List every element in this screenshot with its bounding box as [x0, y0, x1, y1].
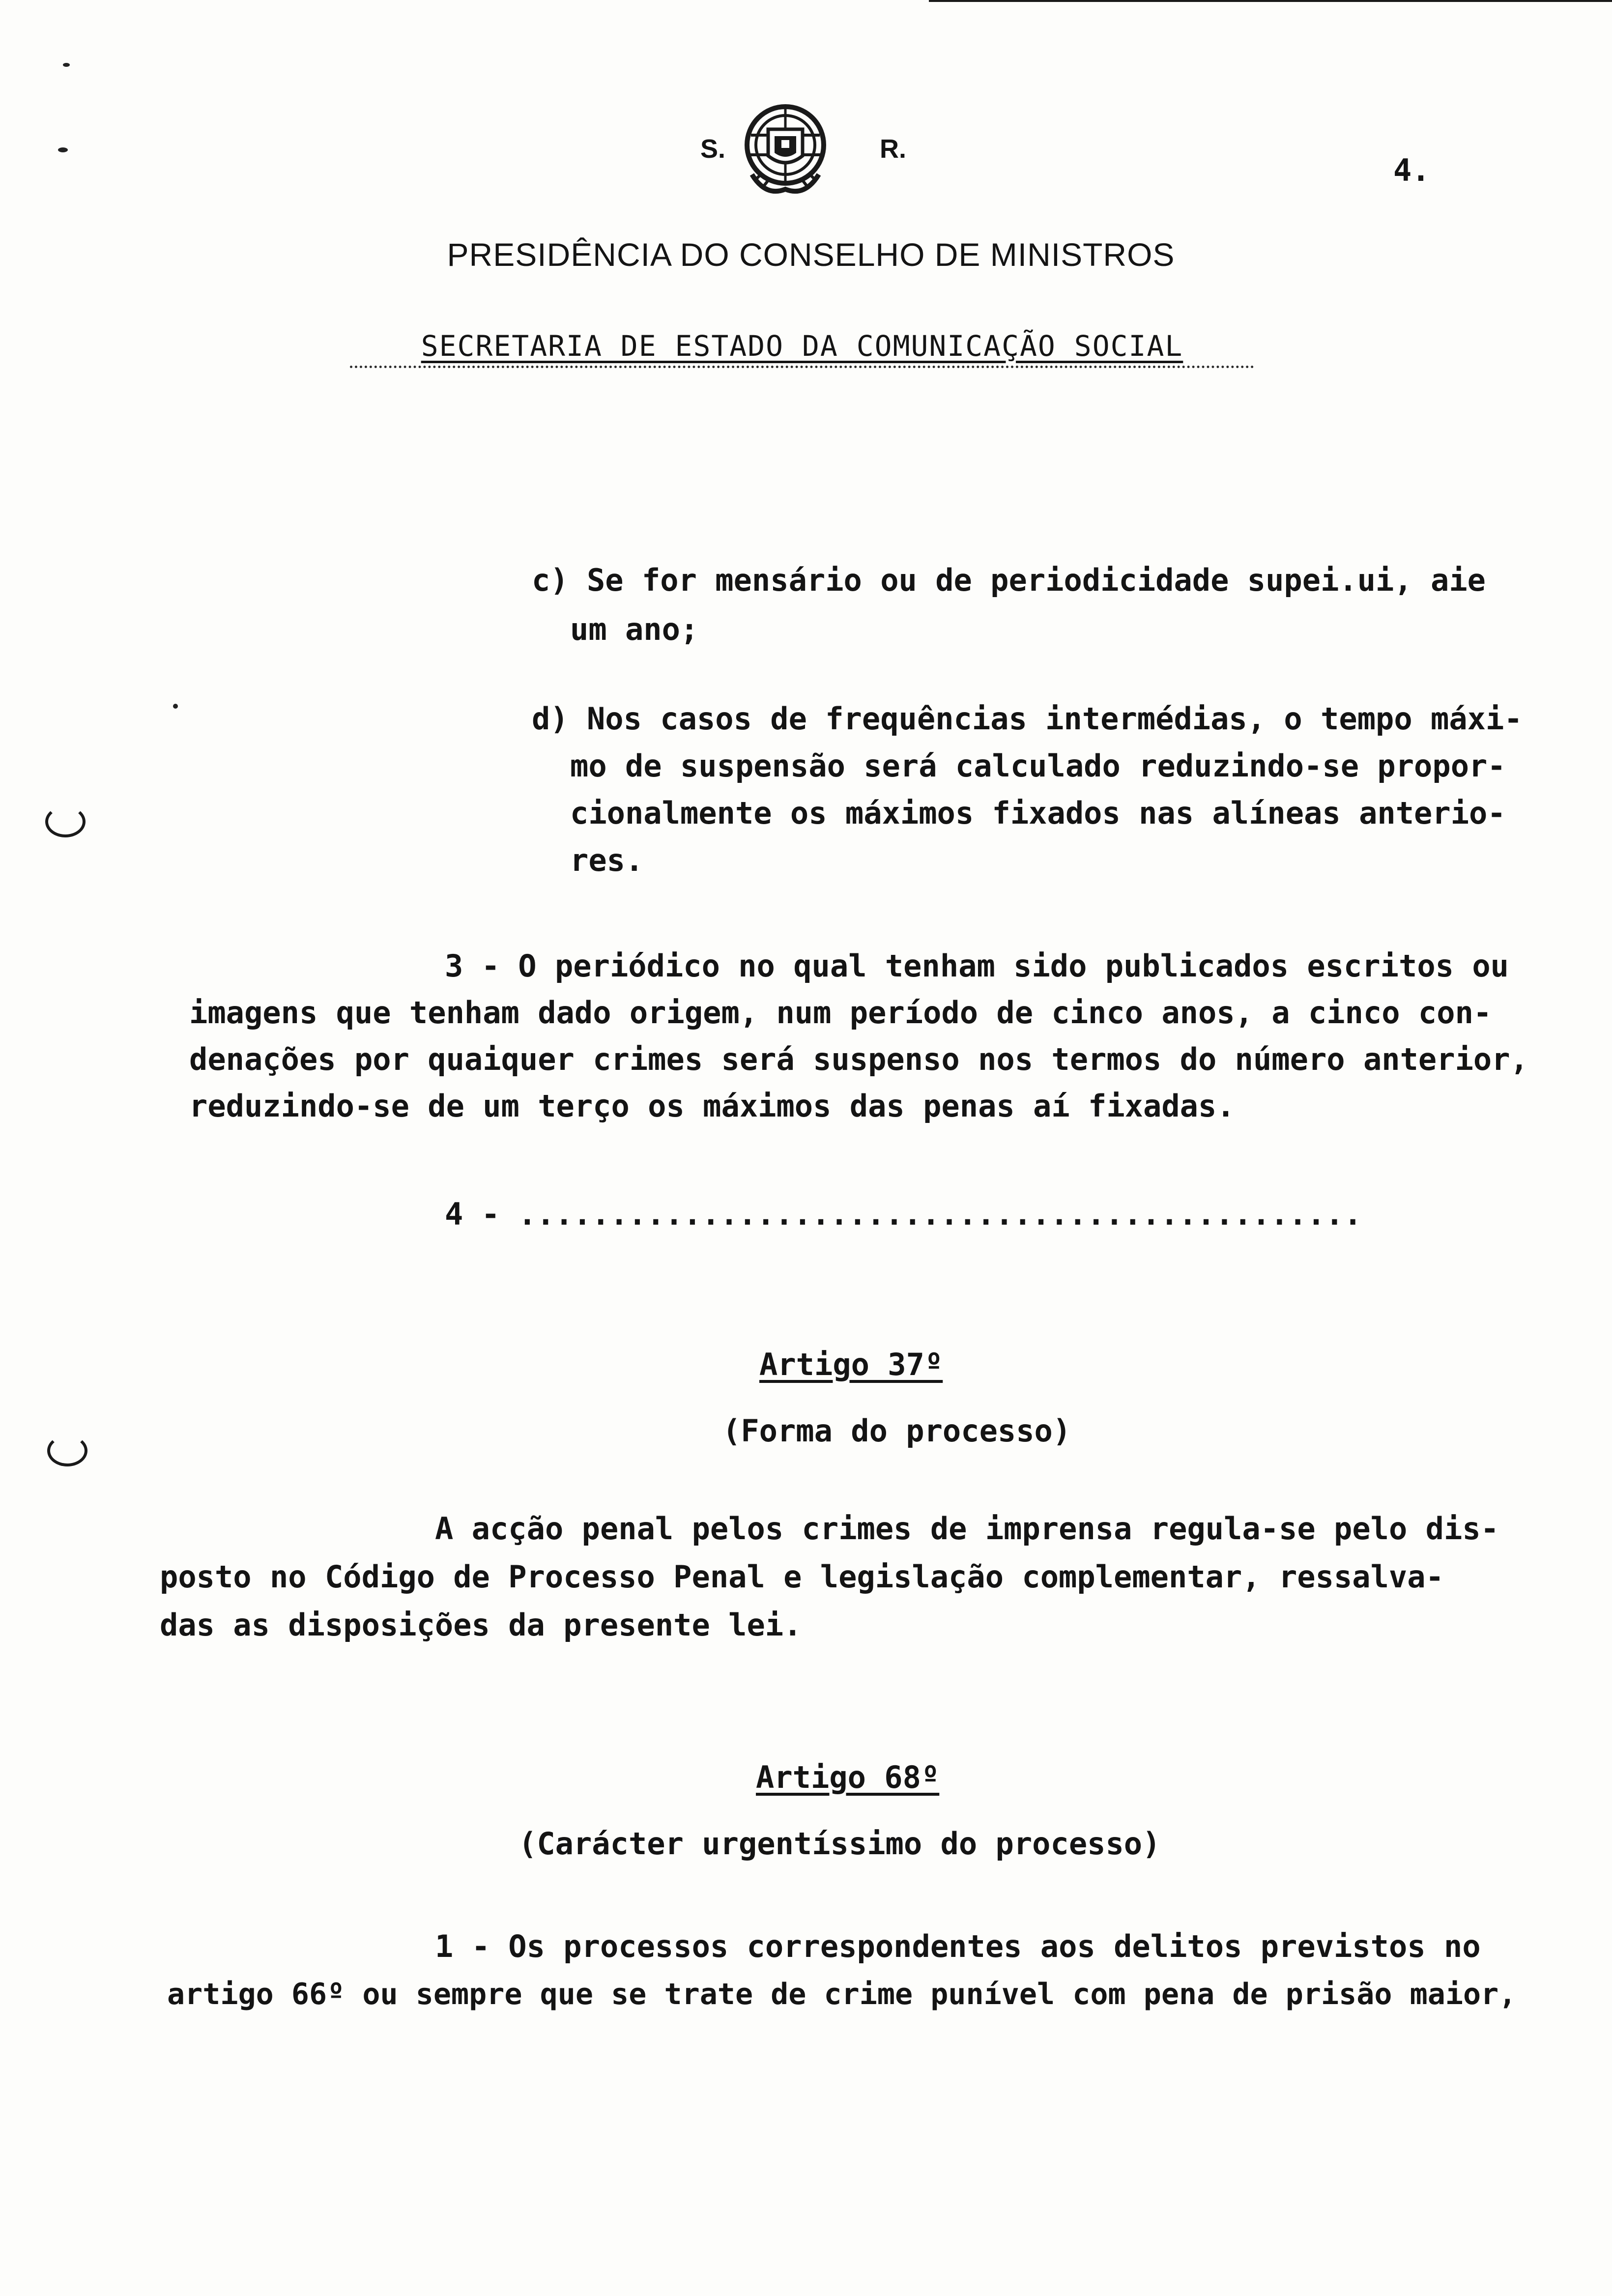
article-37-line: das as disposições da presente lei.	[160, 1607, 802, 1643]
item-d-line: mo de suspensão será calculado reduzindo-se propor-	[570, 748, 1506, 784]
presidency-title: PRESIDÊNCIA DO CONSELHO DE MINISTROS	[447, 236, 1175, 273]
article-68-line: 1 - Os processos correspondentes aos delitos previstos no	[435, 1928, 1481, 1964]
item-d-line: res.	[570, 842, 644, 878]
scan-speck	[58, 147, 68, 152]
paragraph-3-line: denações por quaiquer crimes será suspenso nos termos do número anterior,	[189, 1041, 1528, 1077]
article-37-subtitle: (Forma do processo)	[722, 1413, 1071, 1449]
article-68-title: Artigo 68º	[756, 1759, 940, 1795]
paragraph-3-line: imagens que tenham dado origem, num período de cinco anos, a cinco con-	[189, 995, 1492, 1031]
secretaria-title: SECRETARIA DE ESTADO DA COMUNICAÇÃO SOCIAL	[421, 329, 1183, 363]
coat-of-arms-emblem	[741, 101, 830, 204]
article-37-line: posto no Código de Processo Penal e legislação complementar, ressalva-	[160, 1559, 1444, 1595]
item-d-line: d) Nos casos de frequências intermédias, o tempo máxi-	[532, 701, 1523, 737]
article-68-line: artigo 66º ou sempre que se trate de crime punível com pena de prisão maior,	[167, 1977, 1517, 2011]
article-37-title: Artigo 37º	[759, 1347, 943, 1382]
punch-hole-mark	[45, 806, 86, 837]
item-c-line: um ano;	[570, 611, 699, 647]
paragraph-3-line: reduzindo-se de um terço os máximos das penas aí fixadas.	[189, 1088, 1235, 1124]
secretaria-heading	[350, 329, 1254, 368]
article-68-subtitle: (Carácter urgentíssimo do processo)	[518, 1826, 1161, 1862]
punch-hole-mark	[47, 1435, 87, 1466]
top-edge-rule	[929, 0, 1612, 2]
article-37-line: A acção penal pelos crimes de imprensa regula-se pelo dis-	[435, 1511, 1499, 1547]
scan-speck	[63, 63, 70, 67]
scan-speck	[173, 704, 178, 709]
paragraph-3-line: 3 - O periódico no qual tenham sido publicados escritos ou	[445, 948, 1509, 984]
header-r-letter: R.	[880, 134, 906, 164]
page-number: 4.	[1393, 152, 1430, 188]
paragraph-4-placeholder: 4 - ..............................................	[445, 1196, 1362, 1232]
item-d-line: cionalmente os máximos fixados nas alíneas anterio-	[570, 795, 1506, 831]
header-s-letter: S.	[700, 134, 726, 164]
item-c-line: c) Se for mensário ou de periodicidade supei.ui, aie	[532, 562, 1486, 598]
